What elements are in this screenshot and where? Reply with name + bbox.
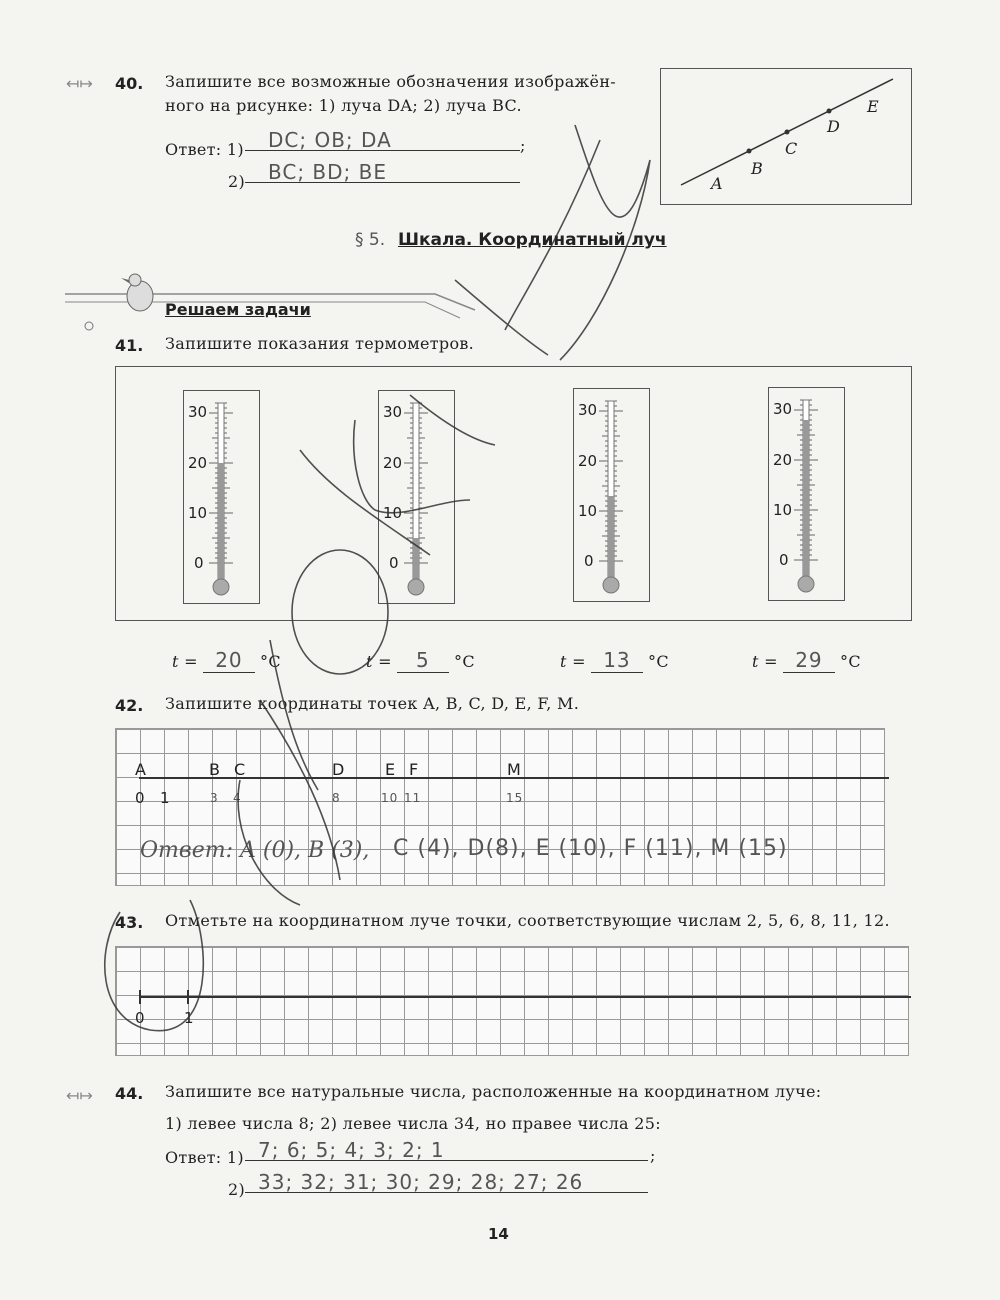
task-44-answer1-end: ; <box>650 1146 656 1165</box>
task-40-answer2-hand: BC; BD; BE <box>268 160 388 184</box>
scale-label-20: 20 <box>188 454 208 472</box>
reading-unit: °C <box>260 652 281 671</box>
task-43-tick-1 <box>187 990 189 1004</box>
reading-unit: °C <box>454 652 475 671</box>
optional-task-marker: ↤↦ <box>66 1086 93 1105</box>
task-44-answer1-hand: 7; 6; 5; 4; 3; 2; 1 <box>258 1138 445 1162</box>
task42-hand-15: 15 <box>506 791 524 805</box>
reading-prefix: t = <box>560 652 586 671</box>
reading-prefix: t = <box>172 652 198 671</box>
bird-mascot-icon <box>121 274 153 311</box>
reading-2 <box>366 648 475 673</box>
task-44-number: 44. <box>115 1084 144 1103</box>
task-41-text: Запишите показания термометров. <box>165 334 475 353</box>
scale-label-30: 30 <box>383 403 403 421</box>
reading-4 <box>752 648 861 673</box>
reading-prefix: t = <box>752 652 778 671</box>
thermometer-3-scale <box>574 389 649 601</box>
task42-hand-8: 8 <box>332 791 341 805</box>
reading-1 <box>172 648 281 673</box>
thermometer-1 <box>183 390 260 604</box>
task42-answer-hand: C (4), D(8), E (10), F (11), M (15) <box>393 836 788 861</box>
task-42-text: Запишите координаты точек A, B, C, D, E, F, M. <box>165 694 580 713</box>
task42-hand-4: 4 <box>233 791 242 805</box>
reading-unit: °C <box>840 652 861 671</box>
scale-label-0: 0 <box>194 554 204 572</box>
scale-label-30: 30 <box>188 403 208 421</box>
section-title: Шкала. Координатный луч <box>398 230 667 250</box>
reading-value: 29 <box>783 648 835 673</box>
task-40-number: 40. <box>115 74 144 93</box>
task42-hand-11: 11 <box>404 791 422 805</box>
task-40-answer1-end: ; <box>520 136 526 155</box>
reading-unit: °C <box>648 652 669 671</box>
section-label: § 5. <box>355 230 386 250</box>
scale-label-30: 30 <box>578 401 598 419</box>
task42-hand-10: 10 <box>381 791 399 805</box>
point-c-label: C <box>785 139 798 158</box>
task-40-answer1-hand: DC; OB; DA <box>268 128 392 152</box>
task-44-text-line2: 1) левее числа 8; 2) левее числа 34, но правее числа 25: <box>165 1114 661 1133</box>
task42-point-d: D <box>332 760 345 779</box>
task-42-number: 42. <box>115 696 144 715</box>
scale-label-10: 10 <box>773 501 793 519</box>
point-e-label: E <box>867 97 879 116</box>
point-b-label: B <box>751 159 763 178</box>
task42-point-c: C <box>234 760 246 779</box>
task-40-answer2-label: 2) <box>228 172 246 191</box>
reading-value: 20 <box>203 648 255 673</box>
task-43-text: Отметьте на координатном луче точки, соответствующие числам 2, 5, 6, 8, 11, 12. <box>165 911 890 930</box>
task43-axis-1: 1 <box>184 1009 194 1027</box>
thermometer-2 <box>378 390 455 604</box>
solve-header: Решаем задачи <box>165 300 311 319</box>
task-40-text-line2: ного на рисунке: 1) луча DA; 2) луча BC. <box>165 96 522 115</box>
point-b-dot <box>747 149 752 154</box>
reading-prefix: t = <box>366 652 392 671</box>
task42-point-e: E <box>385 760 396 779</box>
reading-value: 13 <box>591 648 643 673</box>
point-c-dot <box>785 130 790 135</box>
ray-figure <box>660 68 912 205</box>
task42-axis-1: 1 <box>160 789 170 807</box>
thermometer-2-scale <box>379 391 454 603</box>
task-43-grid <box>115 946 909 1056</box>
scale-label-0: 0 <box>779 551 789 569</box>
task-43-number: 43. <box>115 913 144 932</box>
task42-point-b: B <box>209 760 220 779</box>
task42-hand-3: 3 <box>210 791 219 805</box>
reading-3 <box>560 648 669 673</box>
thermometer-4-scale <box>769 388 844 600</box>
task-40-answer-label: Ответ: 1) <box>165 140 244 159</box>
task42-axis-0: 0 <box>135 789 145 807</box>
task-41-number: 41. <box>115 336 144 355</box>
scale-label-10: 10 <box>188 504 208 522</box>
reading-value: 5 <box>397 648 449 673</box>
point-d-label: D <box>827 117 840 136</box>
scale-label-0: 0 <box>389 554 399 572</box>
task-44-answer2-label: 2) <box>228 1180 246 1199</box>
scale-label-10: 10 <box>383 504 403 522</box>
optional-task-marker: ↤↦ <box>66 74 93 93</box>
task-44-answer-label: Ответ: 1) <box>165 1148 244 1167</box>
scale-label-0: 0 <box>584 552 594 570</box>
task42-point-m: M <box>507 760 521 779</box>
task-44-answer2-hand: 33; 32; 31; 30; 29; 28; 27; 26 <box>258 1170 584 1194</box>
point-a-label: A <box>711 174 723 193</box>
task42-answer-printed: Ответ: A (0), B (3), <box>140 838 370 863</box>
thermometer-3 <box>573 388 650 602</box>
task-43-number-line <box>139 996 911 998</box>
scale-label-20: 20 <box>383 454 403 472</box>
scale-label-20: 20 <box>578 452 598 470</box>
task-44-text-line1: Запишите все натуральные числа, расположенные на координатном луче: <box>165 1082 822 1101</box>
task42-point-f: F <box>409 760 419 779</box>
scale-label-20: 20 <box>773 451 793 469</box>
thermometer-1-scale <box>184 391 259 603</box>
task-43-tick-0 <box>139 990 141 1004</box>
task43-axis-0: 0 <box>135 1009 145 1027</box>
scale-label-10: 10 <box>578 502 598 520</box>
page-number: 14 <box>488 1225 509 1243</box>
thermometer-4 <box>768 387 845 601</box>
scale-label-30: 30 <box>773 400 793 418</box>
task42-point-a: A <box>135 760 146 779</box>
point-d-dot <box>827 109 832 114</box>
task-40-text-line1: Запишите все возможные обозначения изображён- <box>165 72 616 91</box>
